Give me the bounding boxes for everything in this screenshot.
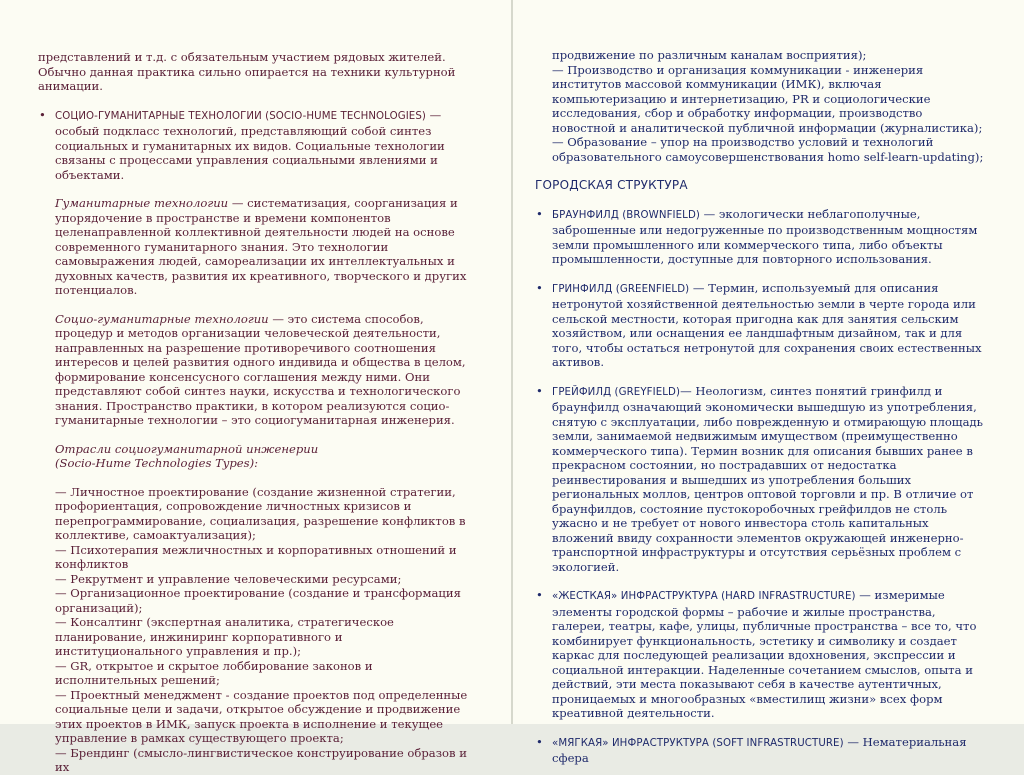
paragraph-text: — систематизация, соорганизация и упорядочение в пространстве и времени компонентов целенаправленной коллективной деятельности людей на основе современного гуманитарного знания. Это технологии самовыражения людей, самореализации их интеллектуальных и духовных качеств, развития их креативного, творческого и других потенциалов.	[55, 196, 467, 297]
bullet-text: — особый подкласс технологий, представляющий собой синтез социальных и гуманитарных их видов. Социальные технологии связаны с процессами управления социальными явлениями и объектами.	[55, 107, 445, 182]
left-page	[0, 0, 511, 774]
greyfield-bullet	[535, 384, 984, 575]
left-intro-paragraph: представлений и т.д. с обязательным участием рядовых жителей. Обычно данная практика сильно опирается на техники культурной анимации.	[38, 50, 456, 93]
greenfield-bullet	[535, 281, 984, 370]
bullet-glyph: •	[536, 734, 543, 749]
branches-heading-line-2: (Socio-Hume Technologies Types):	[55, 456, 259, 470]
bullet-term: «ЖЕСТКАЯ» ИНФРАСТРУКТУРА (HARD INFRASTRUCTURE)	[552, 591, 856, 602]
bullet-term: ГРИНФИЛД (GREENFIELD)	[552, 283, 690, 295]
section-heading: ГОРОДСКАЯ СТРУКТУРА	[535, 178, 688, 192]
socio-hume-bullet	[38, 108, 469, 183]
bullet-text: — Нематериальная сфера	[552, 734, 967, 765]
bullet-term: СОЦИО-ГУМАНИТАРНЫЕ ТЕХНОЛОГИИ (SOCIO-HUME TECHNOLOGIES)	[55, 110, 426, 122]
bullet-text: — экологически неблагополучные, заброшенные или недогруженные по производственным мощностям земли промышленного или коммерческого типа, либо объекты промышленности, доступные для повторного использования.	[552, 206, 978, 266]
term-italic: Гуманитарные технологии	[55, 196, 229, 210]
paragraph-text: — это система способов, процедур и методов организации человеческой деятельности, направленных на разрешение противоречивого соотношения интересов и целей развития одного индивида и общества в целом, формирование консенсусного соглашения между ними. Они представляют собой синтез науки, искусства и технологического знания. Пространство практики, в котором реализуются социо-гуманитарные технологии – это социогуманитарная инженерия.	[55, 311, 466, 427]
soft-infrastructure-bullet	[535, 735, 984, 766]
humanitarian-tech-paragraph	[38, 196, 469, 298]
bullet-term: ГРЕЙФИЛД (GREYFIELD)	[552, 386, 681, 398]
term-italic: Социо-гуманитарные технологии	[55, 311, 269, 326]
bullet-text: — Неологизм, синтез понятий гринфилд и браунфилд означающий экономически вышедшую из употребления, снятую с эксплуатации, либо поврежденную и отмирающую площадь земли, занимаемой недвижимым имуществом (преимущественно коммерческого типа). Термин возник для описания бывших ранее в прекрасном состоянии, но пострадавших от недостатка реинвестирования и вышедших из употребления больших региональных моллов, центров оптовой торговли и пр. В отличие от браунфилдов, состояние пустокоробочных грейфилдов не столь ужасно и не требует от нового инвестора столь капитальных вложений ввиду сохранности элементов окружающей инженерно-транспортной инфраструктуры и отсутствия серьёзных проблем с экологией.	[552, 383, 983, 574]
brownfield-bullet	[535, 207, 984, 267]
bullet-glyph: •	[536, 588, 543, 602]
right-page	[513, 0, 1024, 765]
bullet-glyph: •	[536, 383, 543, 398]
bullet-glyph: •	[536, 280, 543, 295]
hard-infrastructure-bullet	[535, 588, 984, 721]
bullet-term: БРАУНФИЛД (BROWNFIELD)	[552, 209, 700, 221]
bullet-glyph: •	[536, 206, 543, 221]
branches-heading-line-1: Отрасли социогуманитарной инженерии	[55, 441, 319, 456]
bullet-glyph: •	[39, 107, 46, 122]
socio-humanitarian-tech-paragraph	[38, 312, 469, 428]
branches-list: — Личностное проектирование (создание жизненной стратегии, профориентация, сопровождение личностных кризисов и перепрограммирование, социализация, разрешение конфликтов в коллективе, самоактуализация); — Психотерапия межличностных и корпоративных отношений и конфликтов — Рекрутмент и управление человеческими ресурсами; — Организационное проектирование (создание и трансформация организаций); — Консалтинг (экспертная аналитика, стратегическое планирование, инжиниринг корпоративного и институционального управления и пр.); — GR, открытое и скрытое лоббирование законов и исполнительных решений; — Проектный менеджмент - создание проектов под определенные социальные цели и задачи, открытое обсуждение и продвижение этих проектов в ИМК, запуск проекта в исполнение и текущее управление в рамках существующего проекта; — Брендинг (смысло-лингвистическое конструирование образов и их	[55, 484, 468, 774]
bullet-text: — Термин, используемый для описания нетронутой хозяйственной деятельностью земли в черте города или сельской местности, которая пригодна как для занятия сельским хозяйством, или оснащения ее ландшафтным дизайном, так и для того, чтобы остаться нетронутой для сохранения своих естественных активов.	[552, 280, 982, 369]
bullet-text: — измеримые элементы городской формы – рабочие и жилые пространства, галереи, театры, кафе, улицы, публичные пространства – все то, что комбинирует функциональность, эстетику и символику и создает каркас для последующей реализации вдохновения, экспрессии и социальной интеракции. Наделенные сочетанием смыслов, опыта и действий, эти места показывают себя в качестве аутентичных, проницаемых и многообразных «вместилищ жизни» всех форм креативной деятельности.	[552, 588, 977, 720]
right-intro-list: продвижение по различным каналам восприятия); — Производство и организация коммуникации - инженерия институтов массовой коммуникации (ИМК), включая компьютеризацию и интернетизацию, PR и социологические исследования, сбор и обработку информации, производство новостной и аналитической публичной информации (журналистика); — Образование – упор на производство условий и технологий образовательного самоусовершенствования homo self-learn-updating);	[552, 48, 984, 164]
bullet-term: «МЯГКАЯ» ИНФРАСТРУКТУРА (SOFT INFRASTRUCTURE)	[552, 737, 844, 749]
